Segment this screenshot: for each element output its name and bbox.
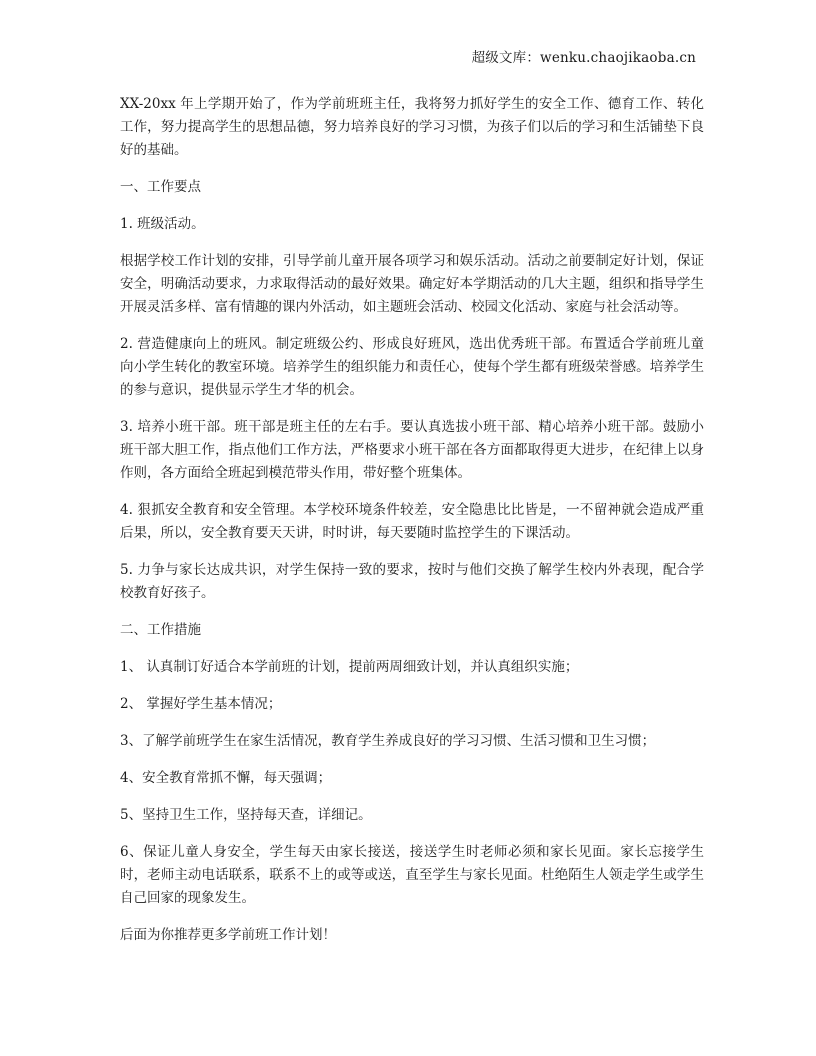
source-header: 超级文库：wenku.chaojikaoba.cn: [471, 50, 696, 66]
paragraph-class-spirit: 2. 营造健康向上的班风。制定班级公约、形成良好班风，选出优秀班干部。布置适合学前班儿童向小学生转化的教室环境。培养学生的组织能力和责任心，使每个学生都有班级荣誉感。培养学生的参与意识，提供显示学生才华的机会。: [120, 336, 704, 398]
measure-item-5: 5、坚持卫生工作，坚持每天查，详细记。: [120, 807, 372, 823]
section-heading-measures: 二、工作措施: [120, 622, 201, 638]
measure-item-6: 6、保证儿童人身安全，学生每天由家长接送，接送学生时老师必须和家长见面。家长忘接学生时，老师主动电话联系，联系不上的或等或送，直至学生与家长见面。杜绝陌生人领走学生或学生自己回家的现象发生。: [120, 844, 704, 906]
item-heading-class-activities: 1. 班级活动。: [120, 216, 205, 232]
section-heading-key-points: 一、工作要点: [120, 179, 201, 195]
paragraph-parents: 5. 力争与家长达成共识，对学生保持一致的要求，按时与他们交换了解学生校内外表现，配合学校教育好孩子。: [120, 562, 704, 601]
paragraph-class-activities: 根据学校工作计划的安排，引导学前儿童开展各项学习和娱乐活动。活动之前要制定好计划，保证安全，明确活动要求，力求取得活动的最好效果。确定好本学期活动的几大主题，组织和指导学生开展灵活多样、富有情趣的课内外活动，如主题班会活动、校园文化活动、家庭与社会活动等。: [120, 253, 704, 315]
measure-item-4: 4、安全教育常抓不懈，每天强调；: [120, 770, 332, 786]
document-body: [120, 93, 704, 961]
closing-line: 后面为你推荐更多学前班工作计划！: [120, 927, 336, 943]
paragraph-class-leaders: 3. 培养小班干部。班干部是班主任的左右手。要认真选拔小班干部、精心培养小班干部。鼓励小班干部大胆工作，指点他们工作方法，严格要求小班干部在各方面都取得更大进步，在纪律上以身作则，各方面给全班起到模范带头作用，带好整个班集体。: [120, 419, 704, 481]
intro-paragraph: XX-20xx 年上学期开始了，作为学前班班主任，我将努力抓好学生的安全工作、德育工作、转化工作，努力提高学生的思想品德，努力培养良好的学习习惯，为孩子们以后的学习和生活铺垫下良好的基础。: [120, 96, 704, 158]
measure-item-3: 3、了解学前班学生在家生活情况，教育学生养成良好的学习习惯、生活习惯和卫生习惯；: [120, 733, 656, 749]
paragraph-safety: 4. 狠抓安全教育和安全管理。本学校环境条件较差，安全隐患比比皆是，一不留神就会造成严重后果，所以，安全教育要天天讲，时时讲，每天要随时监控学生的下课活动。: [120, 502, 704, 541]
measure-item-1: 1、 认真制订好适合本学前班的计划，提前两周细致计划，并认真组织实施；: [120, 659, 579, 675]
measure-item-2: 2、 掌握好学生基本情况；: [120, 696, 282, 712]
